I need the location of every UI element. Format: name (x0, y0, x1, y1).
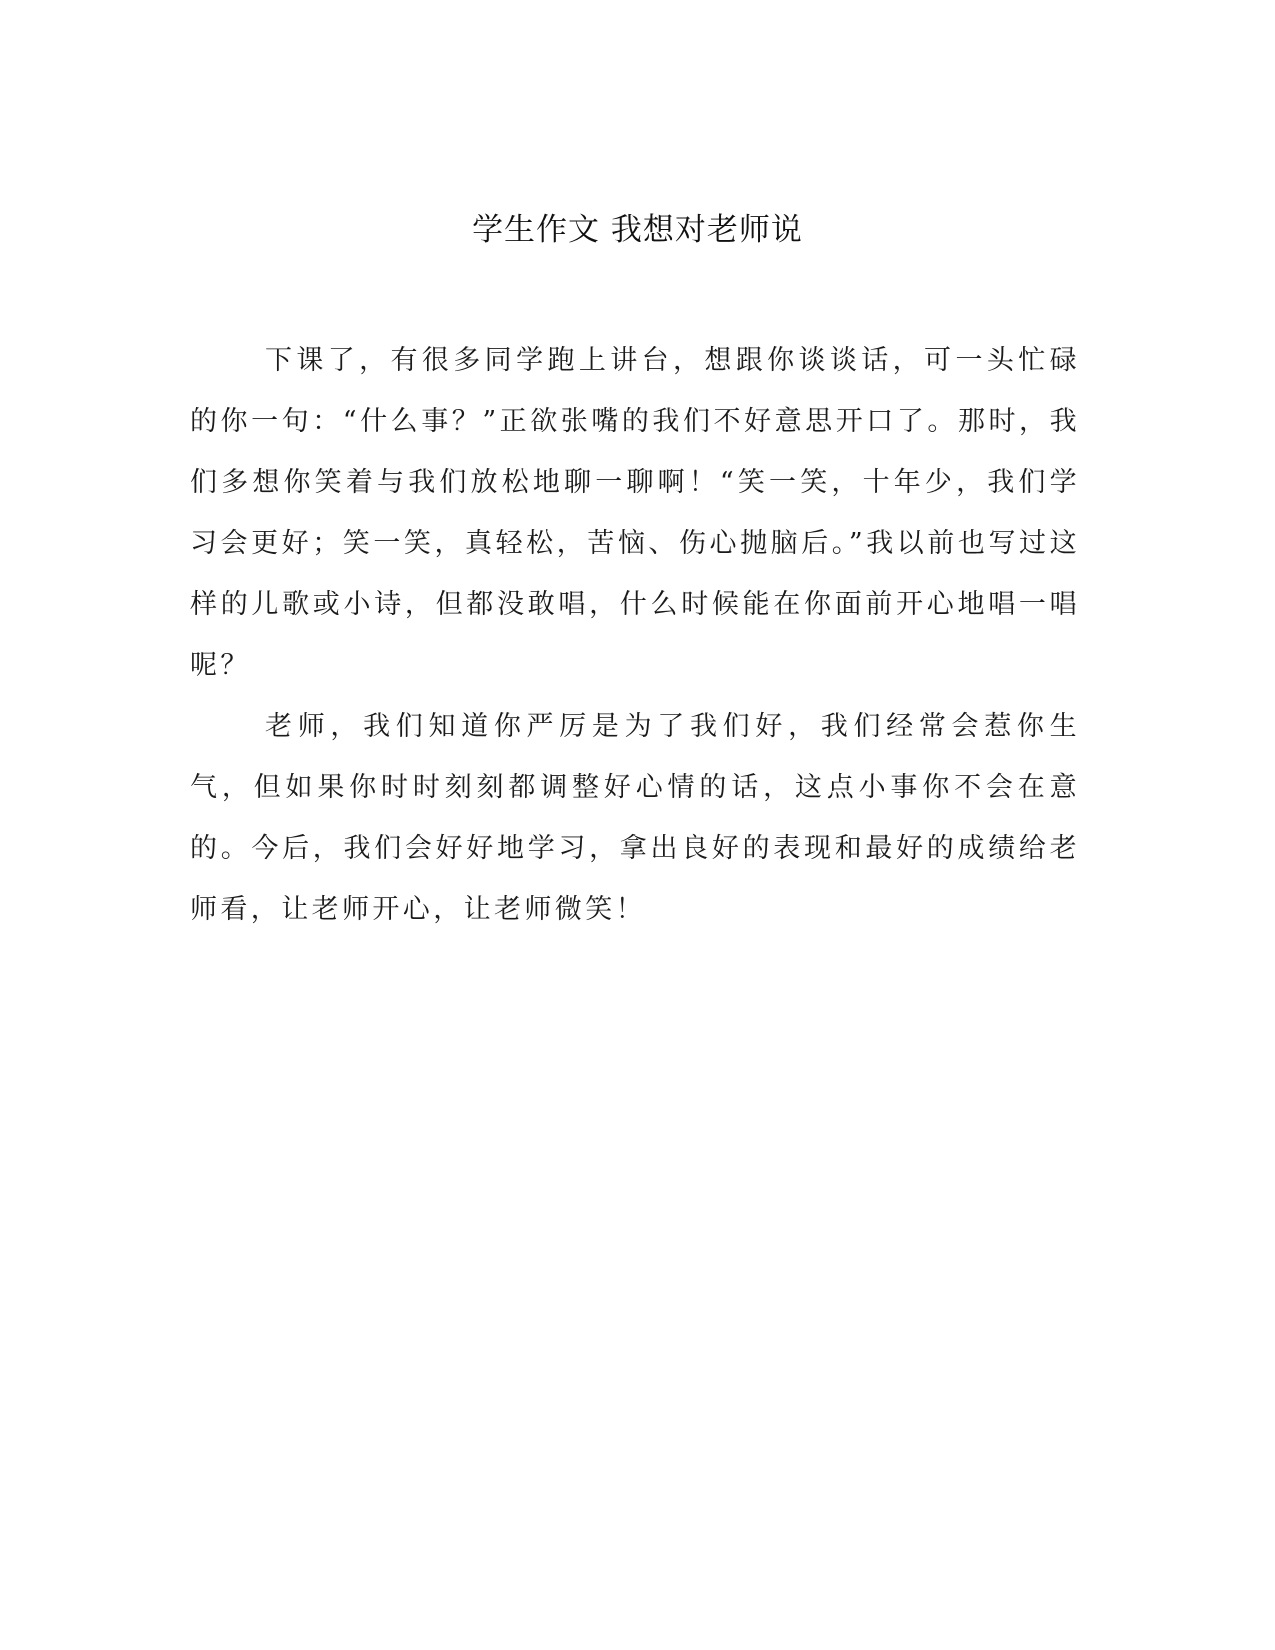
document-title: 学生作文 我想对老师说 (472, 212, 803, 248)
paragraph-1: 下课了，有很多同学跑上讲台，想跟你谈谈话，可一头忙碌的你一句：“什么事？”正欲张嘴的我们不好意思开口了。那时，我们多想你笑着与我们放松地聊一聊啊！“笑一笑，十年少，我们学习会更好；笑一笑，真轻松，苦恼、伤心抛脑后。”我以前也写过这样的儿歌或小诗，但都没敢唱，什么时候能在你面前开心地唱一唱呢？ (190, 345, 1080, 681)
paragraph-2: 老师，我们知道你严厉是为了我们好，我们经常会惹你生气，但如果你时时刻刻都调整好心情的话，这点小事你不会在意的。今后，我们会好好地学习，拿出良好的表现和最好的成绩给老师看，让老师开心，让老师微笑！ (190, 711, 1080, 925)
essay-body (190, 330, 1080, 940)
